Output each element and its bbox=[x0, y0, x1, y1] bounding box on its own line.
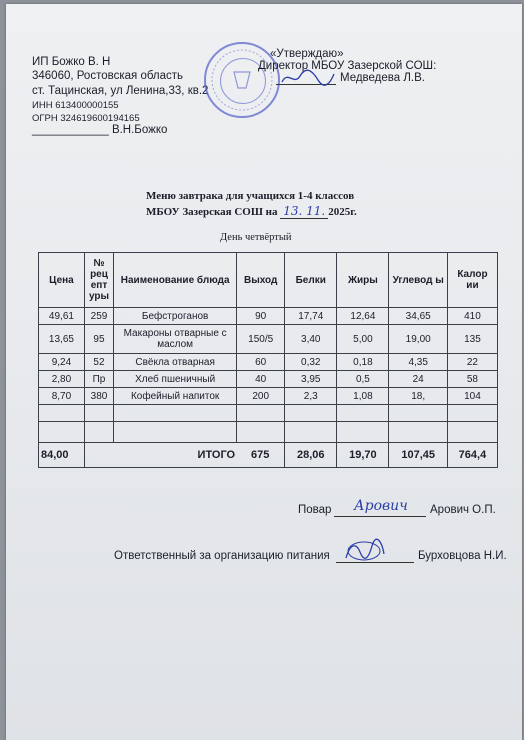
cell-price: 8,70 bbox=[39, 388, 85, 405]
responsible-signature-scribble bbox=[342, 538, 388, 564]
table-row-empty bbox=[39, 405, 498, 422]
cell-empty bbox=[337, 422, 389, 443]
cell-calories: 104 bbox=[447, 388, 497, 405]
total-portion: 675 bbox=[250, 449, 270, 461]
cell-recipe: 380 bbox=[84, 388, 113, 405]
cell-empty bbox=[84, 422, 113, 443]
table-total-row bbox=[39, 443, 498, 468]
supplier-signature: ____________ В.Н.Божко bbox=[32, 124, 168, 136]
cell-price: 49,61 bbox=[39, 308, 85, 325]
cell-carbs: 34,65 bbox=[389, 308, 447, 325]
cell-calories: 135 bbox=[447, 325, 497, 354]
cell-empty bbox=[39, 405, 85, 422]
handwritten-date: 13. 11. bbox=[280, 204, 328, 219]
total-fats: 19,70 bbox=[337, 443, 389, 468]
cell-portion: 200 bbox=[237, 388, 285, 405]
menu-title-line2 bbox=[146, 204, 357, 219]
approval-director-name: Медведева Л.В. bbox=[340, 72, 425, 84]
menu-title-line1: Меню завтрака для учащихся 1-4 классов bbox=[146, 190, 355, 202]
cell-dish: Кофейный напиток bbox=[114, 388, 237, 405]
total-label bbox=[84, 443, 284, 468]
title-suffix: 2025г. bbox=[328, 206, 357, 218]
cell-proteins: 3,95 bbox=[285, 371, 337, 388]
table-row bbox=[39, 308, 498, 325]
supplier-name: ИП Божко В. Н bbox=[32, 56, 111, 68]
cell-empty bbox=[337, 405, 389, 422]
cell-recipe: 52 bbox=[84, 354, 113, 371]
cell-fats: 0,18 bbox=[337, 354, 389, 371]
supplier-inn: ИНН 613400000155 bbox=[32, 100, 119, 111]
cell-portion: 40 bbox=[237, 371, 285, 388]
approval-line2: Директор МБОУ Зазерской СОШ: bbox=[258, 60, 437, 72]
cook-signature-line bbox=[334, 516, 426, 517]
cell-empty bbox=[39, 422, 85, 443]
supplier-address-line2: ст. Тацинская, ул Ленина,33, кв.2 bbox=[32, 85, 209, 97]
seal-ring-icon bbox=[204, 42, 280, 118]
header-fats: Жиры bbox=[337, 253, 389, 308]
cell-calories: 410 bbox=[447, 308, 497, 325]
header-portion: Выход bbox=[237, 253, 285, 308]
cell-empty bbox=[389, 422, 447, 443]
cell-price: 2,80 bbox=[39, 371, 85, 388]
cell-empty bbox=[285, 422, 337, 443]
table-header-row bbox=[39, 253, 498, 308]
cell-dish: Бефстроганов bbox=[114, 308, 237, 325]
total-proteins: 28,06 bbox=[285, 443, 337, 468]
cell-empty bbox=[285, 405, 337, 422]
table-row bbox=[39, 388, 498, 405]
cook-handwritten-signature: Арович bbox=[354, 498, 408, 514]
cell-recipe: 95 bbox=[84, 325, 113, 354]
cell-portion: 90 bbox=[237, 308, 285, 325]
cell-carbs: 4,35 bbox=[389, 354, 447, 371]
cell-calories: 58 bbox=[447, 371, 497, 388]
cell-empty bbox=[237, 422, 285, 443]
cell-fats: 0,5 bbox=[337, 371, 389, 388]
approval-line1: «Утверждаю» bbox=[270, 48, 344, 60]
cell-empty bbox=[447, 405, 497, 422]
director-signature-scribble bbox=[278, 66, 338, 88]
cell-carbs: 24 bbox=[389, 371, 447, 388]
table-row bbox=[39, 354, 498, 371]
cook-name: Арович О.П. bbox=[430, 504, 496, 516]
title-prefix: МБОУ Зазерская СОШ на bbox=[146, 206, 278, 218]
cell-dish: Макароны отварные с маслом bbox=[114, 325, 237, 354]
header-calories: Калор ии bbox=[447, 253, 497, 308]
cell-price: 13,65 bbox=[39, 325, 85, 354]
cell-fats: 5,00 bbox=[337, 325, 389, 354]
document-page bbox=[6, 4, 522, 740]
cell-empty bbox=[114, 405, 237, 422]
cell-dish: Хлеб пшеничный bbox=[114, 371, 237, 388]
cell-empty bbox=[114, 422, 237, 443]
responsible-label: Ответственный за организацию питания bbox=[114, 550, 330, 562]
cell-empty bbox=[389, 405, 447, 422]
total-carbs: 107,45 bbox=[389, 443, 447, 468]
cell-recipe: Пр bbox=[84, 371, 113, 388]
menu-day: День четвёртый bbox=[220, 232, 292, 243]
responsible-name: Бурховцова Н.И. bbox=[418, 550, 507, 562]
total-calories: 764,4 bbox=[447, 443, 497, 468]
header-recipe-number: № рец епт уры bbox=[84, 253, 113, 308]
cell-fats: 12,64 bbox=[337, 308, 389, 325]
cell-dish: Свёкла отварная bbox=[114, 354, 237, 371]
cell-price: 9,24 bbox=[39, 354, 85, 371]
cell-proteins: 3,40 bbox=[285, 325, 337, 354]
supplier-ogrn: ОГРН 324619600194165 bbox=[32, 113, 140, 124]
total-price: 84,00 bbox=[39, 443, 85, 468]
total-label-text: ИТОГО bbox=[197, 449, 236, 461]
cell-proteins: 0,32 bbox=[285, 354, 337, 371]
cell-empty bbox=[447, 422, 497, 443]
supplier-address-line1: 346060, Ростовская область bbox=[32, 70, 184, 82]
menu-table bbox=[38, 252, 498, 468]
cell-proteins: 17,74 bbox=[285, 308, 337, 325]
cell-recipe: 259 bbox=[84, 308, 113, 325]
cell-carbs: 19,00 bbox=[389, 325, 447, 354]
cell-proteins: 2,3 bbox=[285, 388, 337, 405]
cook-label: Повар bbox=[298, 504, 332, 516]
cell-portion: 150/5 bbox=[237, 325, 285, 354]
cell-portion: 60 bbox=[237, 354, 285, 371]
cell-calories: 22 bbox=[447, 354, 497, 371]
header-proteins: Белки bbox=[285, 253, 337, 308]
header-price: Цена bbox=[39, 253, 85, 308]
cell-empty bbox=[237, 405, 285, 422]
official-seal-stamp bbox=[204, 42, 280, 118]
cell-fats: 1,08 bbox=[337, 388, 389, 405]
header-dish-name: Наименование блюда bbox=[114, 253, 237, 308]
table-row-empty bbox=[39, 422, 498, 443]
table-row bbox=[39, 371, 498, 388]
header-carbs: Углевод ы bbox=[389, 253, 447, 308]
table-row bbox=[39, 325, 498, 354]
cell-empty bbox=[84, 405, 113, 422]
cell-carbs: 18, bbox=[389, 388, 447, 405]
